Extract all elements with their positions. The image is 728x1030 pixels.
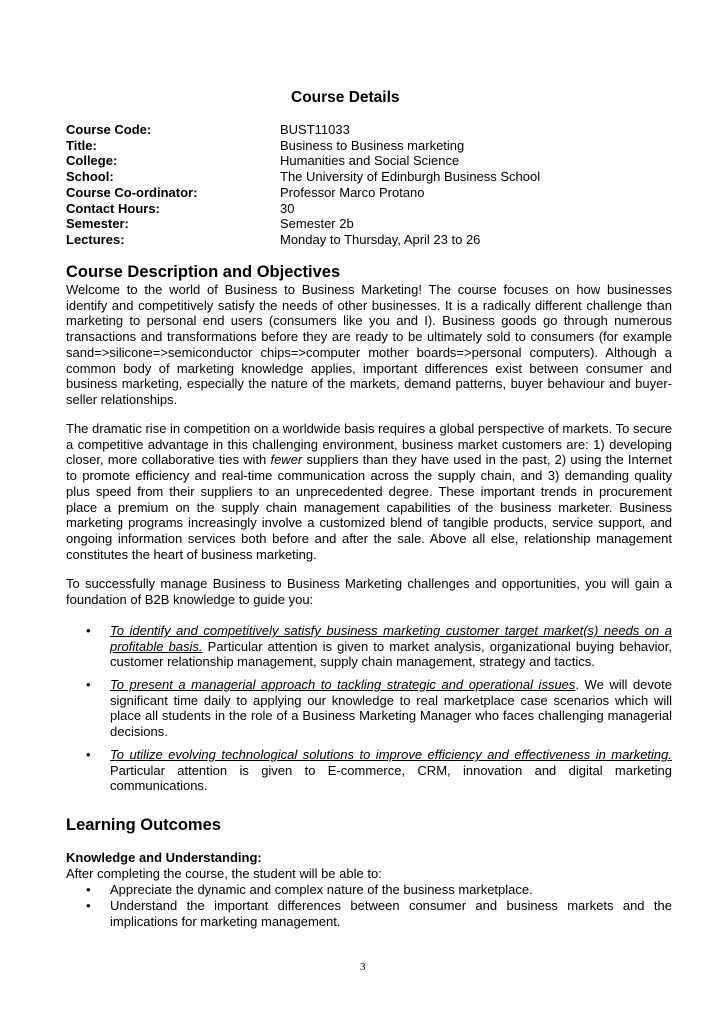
description-paragraph-1: Welcome to the world of Business to Business Marketing! The course focuses on how businesses identify and competitively satisfy the needs of other businesses. It is a radically different challenge than marketing to personal end users (consumers like you and I). Business goods go through numerous transactions and transformations before they are ready to be ultimately sold to consumers (for example sand=>silicone=>semiconductor chips=>computer mother boards=>personal computers). Although a common body of marketing knowledge applies, important differences exist between consumer and business marketing, especially the nature of the markets, demand patterns, buyer behaviour and buyer-seller relationships. — [66, 282, 672, 407]
detail-row — [66, 185, 540, 201]
detail-label: Lectures: — [66, 231, 125, 247]
objective-emphasis: To utilize evolving technological solutions to improve efficiency and effectiveness in marketing. — [110, 747, 672, 762]
paragraph-text: The dramatic rise in competition on a worldwide basis requires a global perspective of markets. To secure a competitive advantage in this challenging environment, business market customers are: 1) developing closer, more collaborative ties with — [66, 421, 672, 468]
bullet-icon: • — [86, 882, 91, 897]
outcomes-heading: Learning Outcomes — [66, 816, 221, 834]
detail-row — [66, 138, 540, 154]
objective-text — [66, 747, 672, 794]
bullet-icon: • — [86, 623, 91, 638]
detail-value: 30 — [280, 200, 295, 216]
outcome-detail: Appreciate the dynamic and complex nature of the business marketplace. — [110, 882, 533, 897]
objective-emphasis: To present a managerial approach to tackling strategic and operational issues — [110, 677, 576, 692]
objective-text — [66, 677, 672, 740]
detail-row — [66, 169, 540, 185]
detail-label: Course Code: — [66, 122, 152, 137]
detail-value: The University of Edinburgh Business School — [280, 169, 541, 185]
objective-detail: Particular attention is given to E-commerce, CRM, innovation and digital marketing communications. — [110, 762, 672, 794]
objective-detail: Particular attention is given to market analysis, organizational buying behavior, customer relationship management, supply chain management, strategy and tactics. — [110, 638, 672, 670]
description-paragraph-2 — [66, 421, 672, 562]
detail-row — [66, 122, 540, 138]
detail-row — [66, 201, 540, 217]
detail-label: School: — [66, 169, 114, 185]
bullet-icon: • — [86, 677, 91, 692]
outcome-text — [66, 898, 672, 929]
outcomes-intro: After completing the course, the student will be able to: — [66, 866, 382, 881]
paragraph-text: suppliers than they have used in the past, 2) using the Internet to promote efficiency and real-time communication across the supply chain, and 3) demanding quality plus speed from their suppliers to an unprecedented degree. These important trends in procurement place a premium on the supply chain management capabilities of the business marketer. Business marketing programs increasingly involve a customized blend of tangible products, service support, and ongoing information services both before and after the sale. Above all else, relationship management constitutes the heart of business marketing. — [66, 452, 672, 562]
description-paragraph-3: To successfully manage Business to Business Marketing challenges and opportunities, you will gain a foundation of B2B knowledge to guide you: — [66, 576, 672, 607]
objective-text — [66, 623, 672, 670]
objective-detail: . We will devote significant time daily to applying our knowledge to real marketplace case scenarios which will place all students in the role of a Business Marketing Manager who faces challenging managerial decisions. — [110, 677, 672, 740]
detail-row — [66, 153, 540, 169]
detail-value: Humanities and Social Science — [280, 153, 460, 169]
knowledge-subheading: Knowledge and Understanding: — [66, 850, 262, 865]
detail-row — [66, 216, 540, 232]
page-number: 3 — [360, 961, 366, 973]
detail-row — [66, 232, 540, 248]
emphasis-text: fewer — [270, 452, 303, 468]
detail-label: Course Co-ordinator: — [66, 184, 198, 200]
objective-list-item — [66, 747, 672, 794]
outcome-list-item — [66, 898, 672, 929]
objective-list-item — [66, 623, 672, 670]
detail-value: Monday to Thursday, April 23 to 26 — [280, 231, 481, 247]
course-details-table — [66, 122, 540, 248]
outcome-text — [66, 882, 672, 898]
detail-label: Contact Hours: — [66, 200, 160, 216]
detail-value: Professor Marco Protano — [280, 184, 425, 200]
outcome-detail: Understand the important differences between consumer and business markets and the implications for marketing management. — [110, 898, 672, 929]
detail-value: Semester 2b — [280, 216, 354, 232]
bullet-icon: • — [86, 898, 91, 913]
detail-value: BUST11033 — [280, 122, 350, 137]
outcome-list-item — [66, 882, 672, 898]
description-heading: Course Description and Objectives — [66, 263, 341, 281]
page-title: Course Details — [291, 89, 400, 106]
bullet-icon: • — [86, 747, 91, 762]
objective-emphasis: To identify and competitively satisfy business marketing customer target market(s) needs on a profitable basis. — [110, 623, 672, 654]
detail-label: College: — [66, 153, 118, 169]
detail-value: Business to Business marketing — [280, 137, 465, 153]
detail-label: Semester: — [66, 216, 129, 232]
detail-label: Title: — [66, 137, 97, 153]
objective-list-item — [66, 677, 672, 740]
